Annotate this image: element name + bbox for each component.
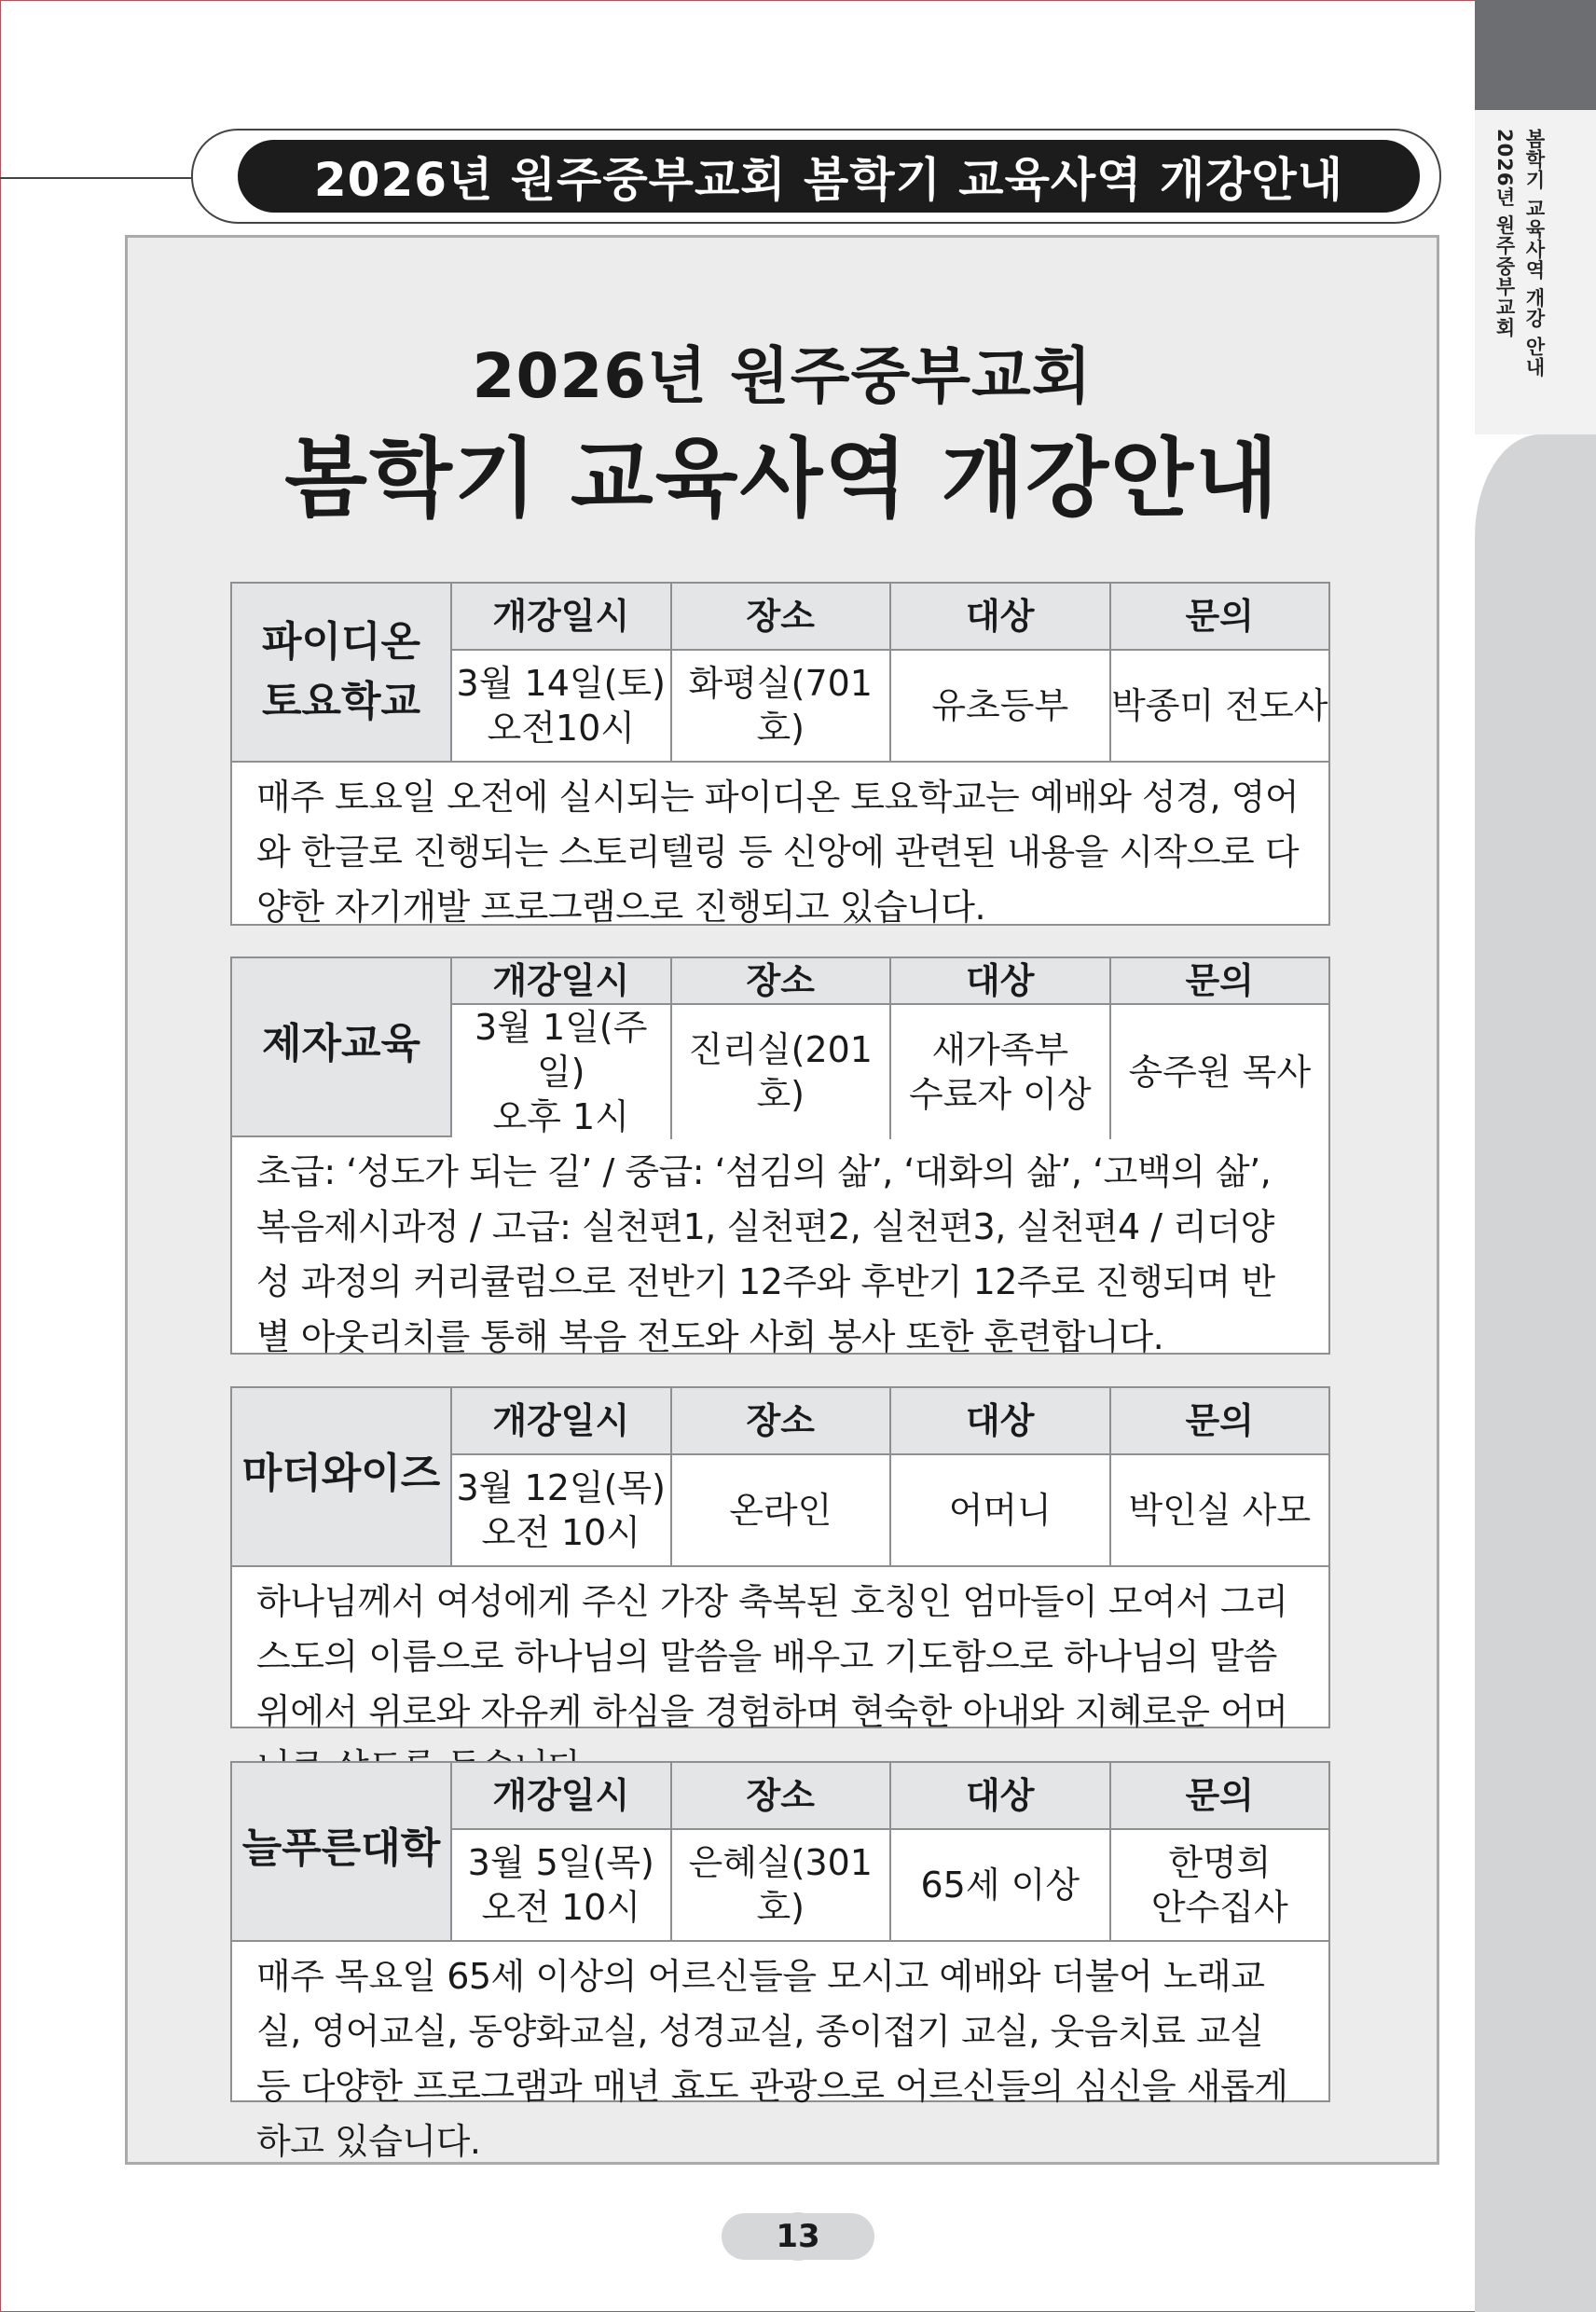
header-target: 대상 [891,1388,1111,1453]
cell-place: 화평실(701호) [672,651,892,761]
header-contact: 문의 [1185,596,1254,637]
program-name: 늘푸른대학 [232,1763,452,1940]
page-number: 13 [774,2212,822,2261]
table-row [452,651,1328,761]
header-banner-title: 2026년 원주중부교회 봄학기 교육사역 개강안내 [313,153,1344,207]
header-contact: 문의 [1185,1775,1254,1816]
target-line2: 수료자 이상 [908,1074,1092,1115]
table-header-row [452,1763,1328,1830]
program-name: 제자교육 [232,958,452,1135]
cell-date [452,1830,672,1940]
cell-contact [1111,1830,1329,1940]
table-header-row [452,584,1328,651]
program-name-line2: 토요학교 [261,678,420,725]
page-title-line2: 봄학기 교육사역 개강안내 [284,429,1280,529]
cell-contact: 박종미 전도사 [1111,685,1328,726]
cell-target: 유초등부 [891,651,1111,761]
header-target: 대상 [891,1763,1111,1828]
side-tab-top-block [1475,0,1596,110]
program-description: 하나님께서 여성에게 주신 가장 축복된 호칭인 엄마들이 모여서 그리스도의 이름으로 하나님의 말씀을 배우고 기도함으로 하나님의 말씀 위에서 위로와 자유케 하심을 경험하며 현숙한 아내와 지혜로운 어머 [256,1581,1288,1732]
cell-date [452,1005,672,1139]
side-tab-text [1482,129,1557,427]
header-place: 장소 [672,958,892,1003]
cell-target [891,1005,1111,1139]
cell-target: 65세 이상 [891,1830,1111,1940]
program-description: 매주 목요일 65세 이상의 어르신들을 모시고 예배와 더불어 노래교실, 영어교실, 동양화교실, 성경교실, 종이접기 교실, 웃음치료 교실 등 다양한 프로그램과 매년 효도 관광으로 어르신들의 심신을 새롭게 하고 있습니다. [256,1956,1288,2162]
header-contact: 문의 [1185,960,1254,1001]
header-place: 장소 [672,1388,892,1453]
date-line2: 오전 10시 [481,1887,641,1928]
table-row [452,1005,1328,1139]
header-target: 대상 [891,958,1111,1003]
header-date: 개강일시 [452,958,672,1003]
header-banner [238,140,1420,213]
program-table-paidion [230,582,1330,926]
table-header-row [452,1388,1328,1455]
table-header-row [452,958,1328,1005]
cell-date [452,651,672,761]
cell-contact: 박인실 사모 [1128,1490,1312,1531]
side-tab-line2: 2026년 원주중부교회 [1493,129,1516,338]
date-line2: 오후 1시 [492,1096,629,1137]
cell-place: 온라인 [672,1455,892,1565]
date-line2: 오전 10시 [481,1512,641,1553]
program-table-motherwise [230,1386,1330,1732]
table-row [452,1455,1328,1565]
cell-date [452,1455,672,1565]
cell-place: 진리실(201호) [672,1005,892,1139]
program-description: 초급: ‘성도가 되는 길’ / 중급: ‘섬김의 삶’, ‘대화의 삶’, ‘고백의 삶’, 복음제시과정 / 고급: 실천편1, 실천편2, 실천편3, 실천편4 / 리더양성 과정의 커리큘럼으로 전반기 12주와 후반기 12주로 진행되며 반별 아웃리치를 통해 복음 전도와 사회 봉사 또한 훈련합니다. [256,1151,1275,1357]
program-name [232,584,452,761]
program-table-discipleship [230,956,1330,1355]
date-line1: 3월 14일(토) [456,663,666,704]
header-place: 장소 [672,584,892,649]
program-name: 마더와이즈 [232,1388,452,1565]
program-description: 매주 토요일 오전에 실시되는 파이디온 토요학교는 예배와 성경, 영어와 한글로 진행되는 스토리텔링 등 신앙에 관련된 내용을 시작으로 다양한 자기개발 프로그램으로 진행되고 있습니다. [256,777,1300,928]
page-title-line1: 2026년 원주중부교회 [472,340,1093,412]
contact-line1: 한명희 [1168,1842,1272,1883]
header-date: 개강일시 [452,584,672,649]
program-table-evergreen-college [230,1761,1330,2162]
table-row [452,1830,1328,1940]
header-place: 장소 [672,1763,892,1828]
contact-line2: 안수집사 [1150,1887,1288,1928]
target-line1: 새가족부 [931,1029,1069,1070]
cell-place: 은혜실(301호) [672,1830,892,1940]
cell-contact: 송주원 목사 [1128,1052,1312,1093]
date-line2: 오전10시 [487,708,635,749]
cell-target: 어머니 [891,1455,1111,1565]
header-target: 대상 [891,584,1111,649]
header-date: 개강일시 [452,1388,672,1453]
side-tab-line1: 봄학기 교육사역 개강 안내 [1523,129,1546,378]
side-tab-curve [1475,434,1596,2312]
header-contact: 문의 [1185,1400,1254,1441]
program-name-line1: 파이디온 [261,618,420,666]
date-line1: 3월 12일(목) [456,1467,666,1508]
date-line1: 3월 5일(목) [467,1842,654,1883]
header-rule [0,177,196,179]
header-date: 개강일시 [452,1763,672,1828]
date-line1: 3월 1일(주일) [475,1007,648,1093]
